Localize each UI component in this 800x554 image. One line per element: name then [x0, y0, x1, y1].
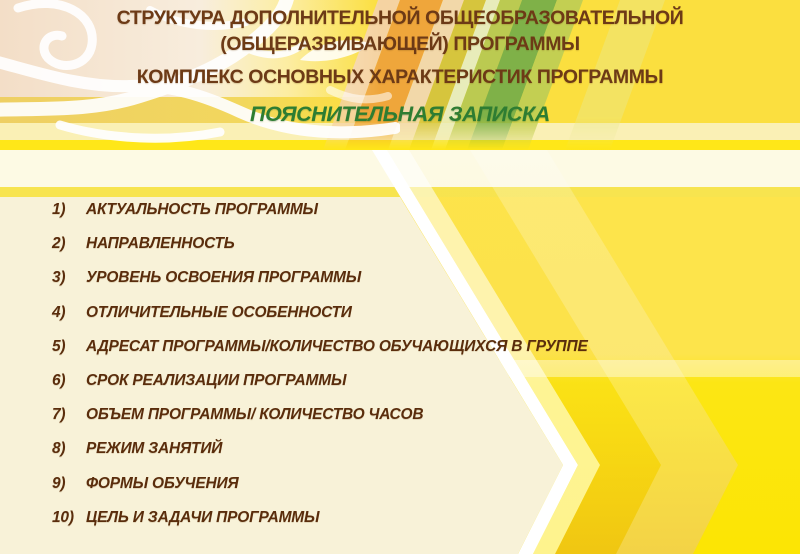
list-item-number: 4) — [52, 303, 66, 321]
list-item — [52, 296, 672, 330]
slide-title-line1: СТРУКТУРА ДОПОЛНИТЕЛЬНОЙ ОБЩЕОБРАЗОВАТЕЛЬНОЙ — [116, 7, 684, 29]
list-item-label: АКТУАЛЬНОСТЬ ПРОГРАММЫ — [86, 201, 318, 219]
list-item-number: 8) — [52, 440, 66, 458]
list-item-label: ОТЛИЧИТЕЛЬНЫЕ ОСОБЕННОСТИ — [86, 303, 352, 321]
list-item — [52, 193, 672, 227]
list-item — [52, 432, 672, 466]
list-item-label: АДРЕСАТ ПРОГРАММЫ/КОЛИЧЕСТВО ОБУЧАЮЩИХСЯ В ГРУППЕ — [86, 337, 588, 355]
list-item-label: РЕЖИМ ЗАНЯТИЙ — [86, 440, 223, 458]
slide-subtitle: КОМПЛЕКС ОСНОВНЫХ ХАРАКТЕРИСТИК ПРОГРАММЫ — [136, 66, 664, 88]
list-item-label: ЦЕЛЬ И ЗАДАЧИ ПРОГРАММЫ — [86, 508, 320, 526]
list-item — [52, 501, 672, 535]
list-item-label: ФОРМЫ ОБУЧЕНИЯ — [86, 474, 239, 492]
list-item — [52, 227, 672, 261]
list-item — [52, 330, 672, 364]
list-item-number: 5) — [52, 337, 66, 355]
list-item-number: 1) — [52, 201, 66, 219]
list-item-label: НАПРАВЛЕННОСТЬ — [86, 235, 235, 253]
list-item-label: УРОВЕНЬ ОСВОЕНИЯ ПРОГРАММЫ — [86, 269, 362, 287]
slide-title-line2: (ОБЩЕРАЗВИВАЮЩЕЙ) ПРОГРАММЫ — [220, 33, 580, 55]
list-item — [52, 261, 672, 295]
list-item — [52, 467, 672, 501]
list-item-number: 9) — [52, 474, 66, 492]
list-item — [52, 364, 672, 398]
list-item-label: ОБЪЕМ ПРОГРАММЫ/ КОЛИЧЕСТВО ЧАСОВ — [86, 406, 424, 424]
list-item-number: 7) — [52, 406, 66, 424]
list-item-number: 10) — [52, 508, 74, 526]
list-item-number: 6) — [52, 372, 66, 390]
list-item-number: 2) — [52, 235, 66, 253]
list-item — [52, 398, 672, 432]
list-item-label: СРОК РЕАЛИЗАЦИИ ПРОГРАММЫ — [86, 372, 347, 390]
list-item-number: 3) — [52, 269, 66, 287]
program-structure-list — [52, 193, 672, 535]
section-heading: ПОЯСНИТЕЛЬНАЯ ЗАПИСКА — [250, 102, 550, 126]
